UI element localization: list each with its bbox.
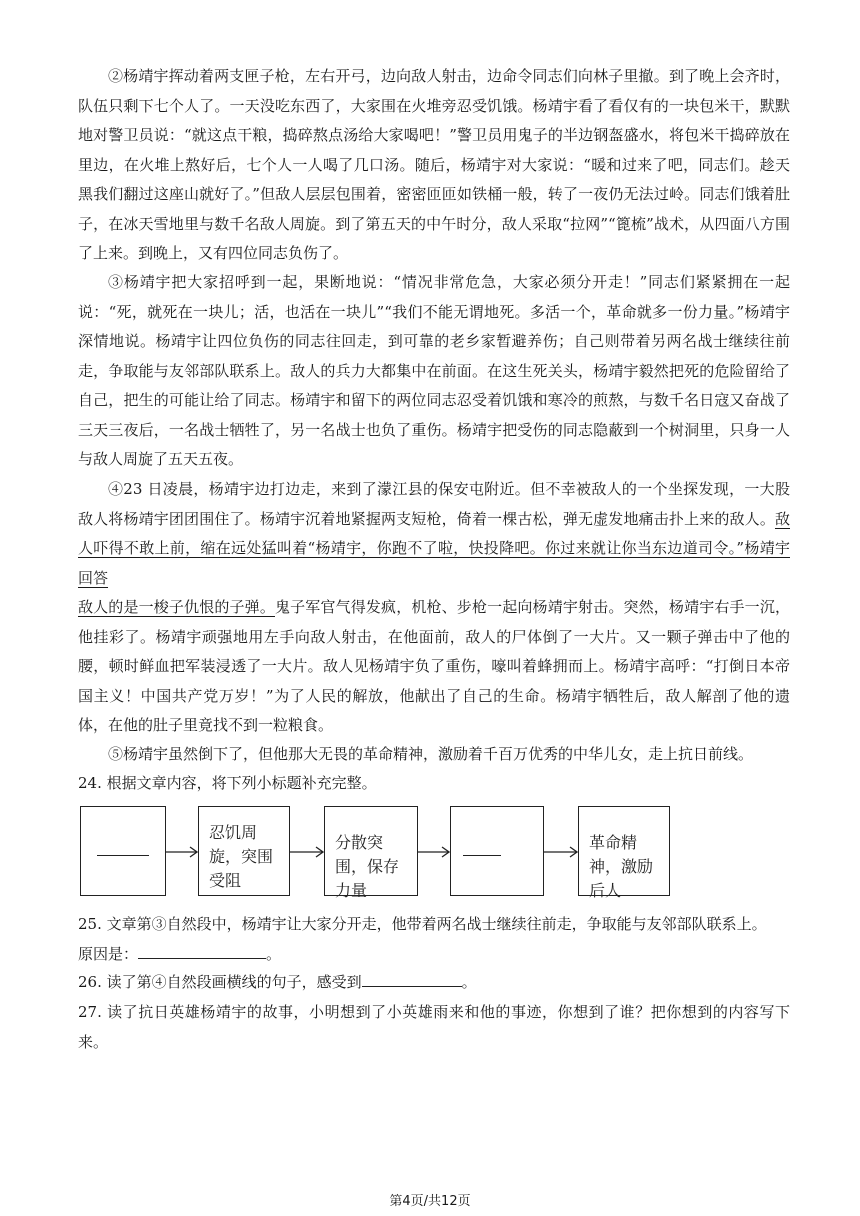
- question-27: 27. 读了抗日英雄杨靖宇的故事，小明想到了小英雄雨来和他的事迹，你想到了谁？把你想到的内容写下来。: [78, 1003, 790, 1051]
- underlined-sentence-end: 敌人的是一梭子仇恨的子弹。: [78, 598, 275, 616]
- paragraph-3: ③杨靖宇把大家招呼到一起，果断地说：“情况非常危急，大家必须分开走！”同志们紧紧拥在一起说：“死，就死在一块儿；活，也活在一块儿”“我们不能无谓地死。多活一个，革命就多一份力量。”杨靖宇深情地说。杨靖宇让四位负伤的同志往回走，到可靠的老乡家暂避养伤；自己则带着另两名战士继续往前走，争取能与友邻部队联系上。敌人的兵力大都集中在前面。在这生死关头，杨靖宇毅然把死的危险留给了自己，把生的可能让给了同志。杨靖宇和留下的两位同志忍受着饥饿和寒冷的煎熬，与数千名日寇又奋战了三天三夜后，一名战士牺牲了，另一名战士也负了重伤。杨靖宇把受伤的同志隐蔽到一个树洞里，只身一人与敌人周旋了五天五夜。: [78, 273, 790, 468]
- answer-blank-26[interactable]: [362, 970, 462, 987]
- paragraph-2: ②杨靖宇挥动着两支匣子枪，左右开弓，边向敌人射击，边命令同志们向林子里撤。到了晚上会齐时，队伍只剩下七个人了。一天没吃东西了，大家围在火堆旁忍受饥饿。杨靖宇看了看仅有的一块包米干，默默地对警卫员说：“就这点干粮，捣碎熬点汤给大家喝吧！”警卫员用鬼子的半边钢盔盛水，将包米干捣碎放在里边，在火堆上熬好后，七个人一人喝了几口汤。随后，杨靖宇对大家说：“暖和过来了吧，同志们。趁天黑我们翻过这座山就好了。”但敌人层层包围着，密密匝匝如铁桶一般，转了一夜仍无法过岭。同志们饿着肚子，在冰天雪地里与数千名敌人周旋。到了第五天的中午时分，敌人采取“拉网”“篦梳”战术，从四面八方围了上来。到晚上，又有四位同志负伤了。: [78, 67, 790, 262]
- flow-box-5: [578, 806, 670, 900]
- answer-blank-25[interactable]: [138, 942, 266, 959]
- blank-line: [463, 855, 501, 856]
- question-26-text: 26. 读了第④自然段画横线的句子，感受到: [78, 973, 362, 991]
- paragraph-5: ⑤杨靖宇虽然倒下了，但他那大无畏的革命精神，激励着千百万优秀的中华儿女，走上抗日前线。: [108, 745, 754, 763]
- arrow-right-icon: [418, 846, 450, 858]
- flow-box-4-blank[interactable]: [450, 806, 544, 896]
- paragraph-4-text-b: 鬼子军官气得发疯，机枪、步枪一起向杨靖宇射击。突然，杨靖宇右手一沉，他挂彩了。杨靖宇顽强地用左手向敌人射击，在他面前，敌人的尸体倒了一大片。又一颗子弹击中了他的腰，顿时鲜血把军装浸透了一大片。敌人见杨靖宇负了重伤，嚎叫着蜂拥而上。杨靖宇高呼：“打倒日本帝国主义！中国共产党万岁！”为了人民的解放，他献出了自己的生命。杨靖宇牺牲后，敌人解剖了他的遗体，在他的肚子里竟找不到一粒粮食。: [78, 598, 790, 734]
- arrow-right-icon: [544, 846, 578, 858]
- question-26-suffix: 。: [461, 973, 477, 991]
- flow-box-2: [198, 806, 290, 896]
- question-24: 24. 根据文章内容，将下列小标题补充完整。: [78, 774, 377, 792]
- blank-line: [97, 855, 149, 856]
- flow-box-5-label: 革命精神，激励后人: [589, 833, 654, 900]
- flow-box-2-label: 忍饥周旋，突围受阻: [209, 823, 274, 890]
- question-26: [78, 968, 790, 998]
- question-25: [78, 910, 790, 969]
- question-25-prefix: 原因是：: [78, 944, 139, 963]
- question-25-text: 25. 文章第③自然段中，杨靖宇让大家分开走，他带着两名战士继续往前走，争取能与友邻部队联系上。: [78, 915, 767, 933]
- flow-box-3: [324, 806, 418, 900]
- question-25-suffix: 。: [266, 944, 282, 963]
- arrow-right-icon: [166, 846, 198, 858]
- paragraph-4-text-a: ④23 日凌晨，杨靖宇边打边走，来到了濛江县的保安屯附近。但不幸被敌人的一个坐探发现，一大股敌人将杨靖宇团团围住了。杨靖宇沉着地紧握两支短枪，倚着一棵古松，弹无虚发地痛击扑上来的敌人。: [78, 480, 790, 528]
- underlined-sentence: 敌人吓得不敢上前，缩在远处猛叫着“杨靖宇，你跑不了啦，快投降吧。你过来就让你当东边道司令。”杨靖宇回答: [78, 509, 790, 587]
- flow-box-1-blank[interactable]: [80, 806, 166, 896]
- arrow-right-icon: [290, 846, 324, 858]
- page-footer: 第4页/共12页: [389, 1194, 471, 1209]
- flow-box-3-label: 分散突围，保存力量: [335, 833, 400, 900]
- paragraph-4: [78, 475, 790, 741]
